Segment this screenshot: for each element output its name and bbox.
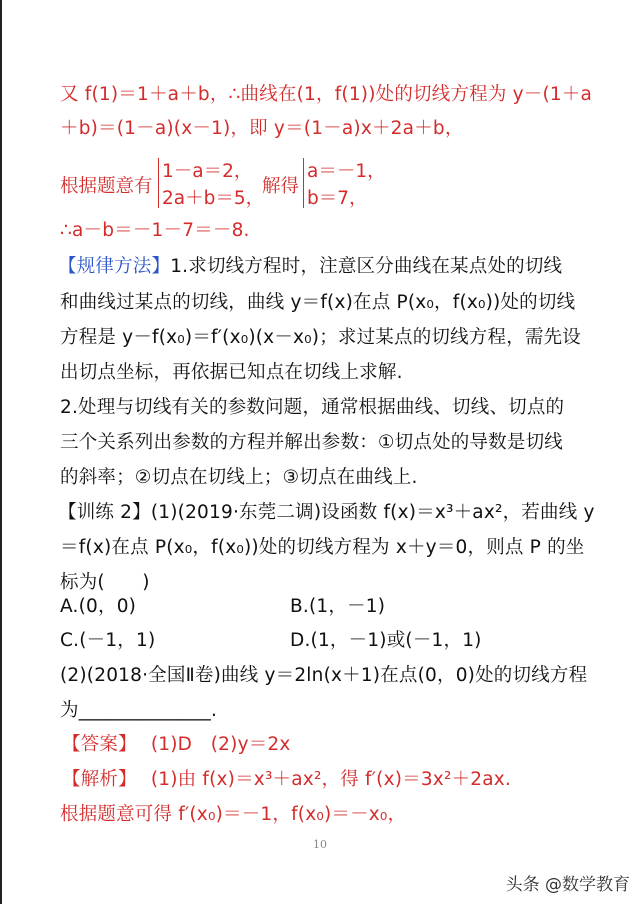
solution-line: 又 f(1)＝1＋a＋b，∴曲线在(1，f(1))处的切线方程为 y－(1＋a (60, 84, 593, 105)
method-line (58, 256, 562, 278)
answer-label: 【答案】 (62, 734, 137, 755)
exercise-label: 【训练 2】 (58, 502, 151, 523)
method-line: 2.处理与切线有关的参数问题，通常根据曲线、切线、切点的 (60, 397, 565, 418)
system-brace (158, 158, 159, 208)
option-c: C.(－1，1) (60, 630, 156, 651)
exercise-line (58, 502, 595, 524)
exercise-q2-line: (2)(2018·全国Ⅱ卷)曲线 y＝2ln(x＋1)在点(0，0)处的切线方程 (60, 665, 588, 686)
system-eq: a＝－1， (307, 161, 386, 182)
option-d: D.(1，－1)或(－1，1) (290, 630, 482, 651)
analysis-text: (1)由 f(x)＝x³＋ax²，得 f′(x)＝3x²＋2ax. (150, 769, 512, 790)
exercise-q2-line: 为______________. (60, 700, 218, 721)
solution-line: ∴a－b＝－1－7＝－8. (60, 220, 250, 241)
method-line: 出切点坐标，再依据已知点在切线上求解. (60, 362, 403, 383)
analysis-line: 根据题意可得 f′(x₀)＝－1，f(x₀)＝－x₀， (60, 804, 407, 825)
page-edge (0, 0, 2, 904)
exercise-text: (1)(2019·东莞二调)设函数 f(x)＝x³＋ax²，若曲线 y (150, 502, 595, 523)
method-line: 三个关系列出参数的方程并解出参数：①切点处的导数是切线 (60, 432, 563, 453)
system-mid: 解得 (262, 176, 300, 197)
system-prefix: 根据题意有 (60, 176, 153, 197)
system-eq: 2a＋b＝5， (162, 188, 265, 209)
method-line: 方程是 y－f(x₀)＝f′(x₀)(x－x₀)；求过某点的切线方程，需先设 (60, 327, 582, 348)
system-brace (303, 158, 304, 208)
analysis-line (62, 769, 511, 791)
option-a: A.(0，0) (60, 596, 137, 617)
analysis-label: 【解析】 (62, 769, 137, 790)
method-line: 和曲线过某点的切线，曲线 y＝f(x)在点 P(x₀，f(x₀))处的切线 (60, 292, 576, 313)
system-eq: 1－a＝2， (162, 161, 253, 182)
exercise-line: 标为( ) (60, 572, 150, 593)
method-text: 1.求切线方程时，注意区分曲线在某点处的切线 (170, 256, 563, 277)
option-b: B.(1，－1) (290, 596, 386, 617)
method-line: 的斜率；②切点在切线上；③切点在曲线上. (60, 467, 418, 488)
method-label: 【规律方法】 (58, 256, 171, 277)
watermark: 头条 @数学教育 (505, 875, 630, 895)
answer-text: (1)D (2)y＝2x (150, 734, 291, 755)
answer-line (62, 734, 291, 756)
exercise-line: ＝f(x)在点 P(x₀，f(x₀))处的切线方程为 x＋y＝0，则点 P 的坐 (60, 537, 585, 558)
page-number: 10 (313, 838, 327, 851)
system-eq: b＝7， (307, 188, 368, 209)
solution-line: ＋b)＝(1－a)(x－1)，即 y＝(1－a)x＋2a＋b， (60, 118, 464, 139)
